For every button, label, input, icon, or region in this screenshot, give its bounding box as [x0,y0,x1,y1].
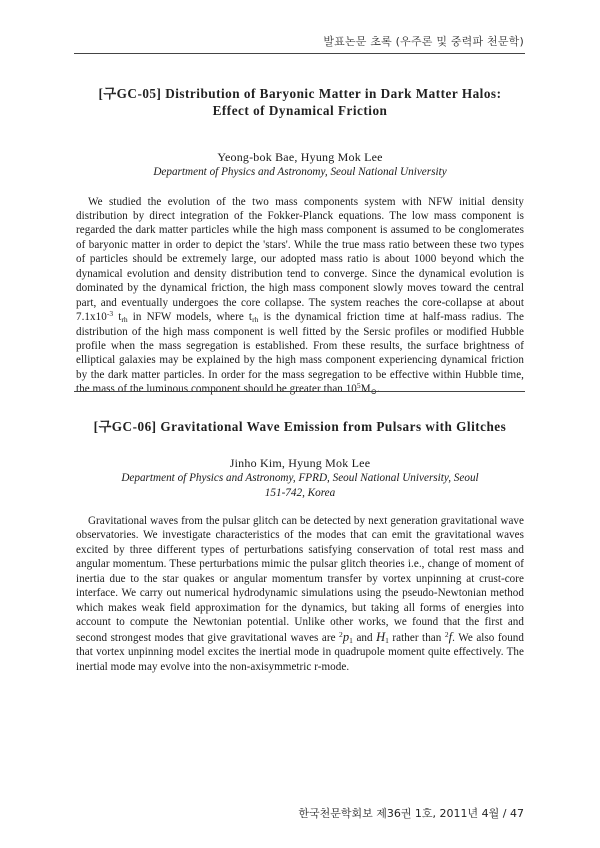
article-authors: Yeong-bok Bae, Hyung Mok Lee [217,150,383,164]
running-head: 발표논문 초록 (우주론 및 중력파 천문학) [323,35,524,48]
section-rule [74,391,525,392]
article-gc05 [76,85,524,397]
article-authors: Jinho Kim, Hyung Mok Lee [229,456,371,470]
title-line-2: Effect of Dynamical Friction [212,103,388,118]
article-gc06 [76,405,524,674]
article-affiliation: Department of Physics and Astronomy, Seoul National University [153,166,447,178]
article-title: [구GC-06] Gravitational Wave Emission from Pulsars with Glitches [93,419,507,434]
solar-symbol: ⊙ [370,387,377,397]
article-abstract: Gravitational waves from the pulsar glitch can be detected by next generation gravitational wave observatories. We investigate characteristics of the modes that can emit the gravitational waves excited by three different types of perturbations satisfying conservation of total rest mass and angular momentum. These perturbations mimic the pulsar glitch theories i.e., change of moment of inertia due to the star quakes or angular momentum transfer by vortex unpinning at crust-core interface. We carry out numerical hydrodynamic simulations using the pseudo-Newtonian method which makes weak field approximation for the dynamics, but taking all forms of energies into account to compute the Newtonian potential. Unlike other works, we found that the first and second strongest modes that give gravitational waves are $^2p_1$ and $H_1$ rather than $^2$f. We also found that vortex unpinning model excites the inertial mode in quadrupole moment quite effectively. The inertial mode may evolve into the non-axisymmetric r-mode. [76,515,524,673]
title-line-1: [구GC-05] Distribution of Baryonic Matter in Dark Matter Halos: [98,86,502,101]
article-affiliation [76,471,524,500]
page-footer: 한국천문학회보 제36권 1호, 2011년 4월 / 47 [298,807,524,820]
affiliation-line-2: 151-742, Korea [264,486,336,499]
article-title [76,85,524,119]
article-abstract: We studied the evolution of the two mass components system with NFW initial density distribution by direct integration of the Fokker-Planck equations. The low mass component is regarded the dark matter particles while the high mass component is assumed to be conglomerates of baryonic matter in order to depict the 'stars'. While the true mass ratio between these two types of particles should be extremely large, our adopted mass ratio is about 1000 beyond which the dynamical evolution and density distribution tend to converge. Since the dynamical evolution is dominated by the dynamical friction, the high mass component slowly moves toward the central part, and eventually undergoes the core collapse. The system reaches the core-collapse at about $7.1x10^{-3}$ $t_{rh}$ in NFW models, where $t_{rh}$ is the dynamical friction time at half-mass radius. The distribution of the high mass component is well fitted by the Sersic profiles or modified Hubble profile when the mass segregation is established. From these results, the surface brightness of elliptical galaxies may be explained by the high mass component experiencing dynamical friction by the dark matter particles. In order for the mass segregation to be effective within Hubble time, the mass of the luminous component should be greater than $10^5M_⊙$. [76,195,524,397]
header-rule [74,53,525,54]
affiliation-line-1: Department of Physics and Astronomy, FPRD, Seoul National University, Seoul [121,472,479,484]
